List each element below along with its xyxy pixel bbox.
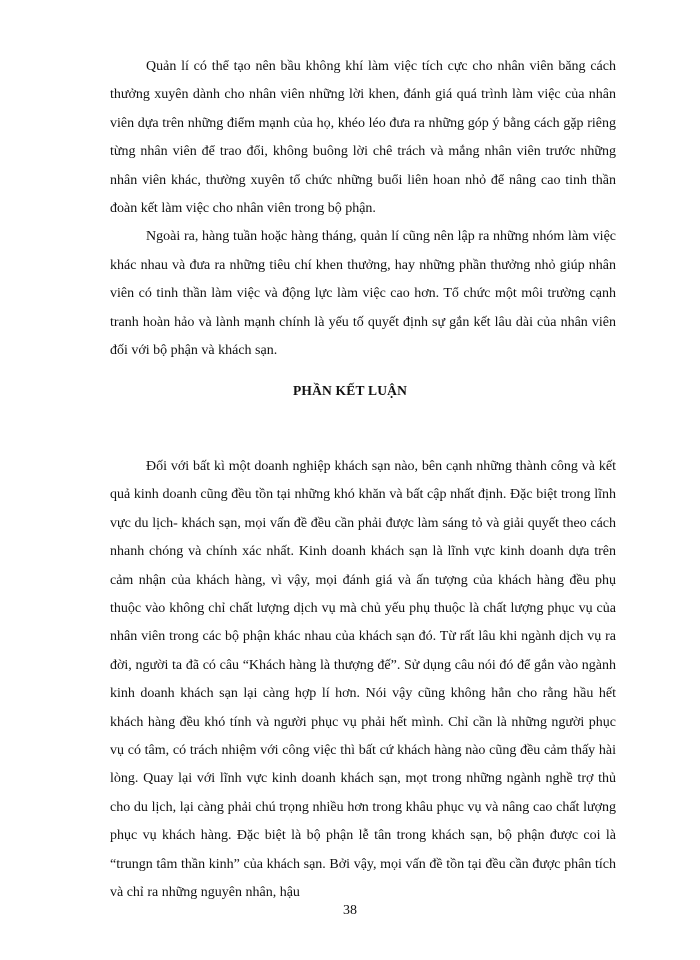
paragraph-2: Ngoài ra, hàng tuần hoặc hàng tháng, quản lí cũng nên lập ra những nhóm làm việc khác nhau và đưa ra những tiêu chí khen thưởng, hay những phần thưởng nhỏ giúp nhân viên có tinh thần làm việc và động lực làm việc cao hơn. Tổ chức một môi trường cạnh tranh hoàn hảo và lành mạnh chính là yếu tố quyết định sự gắn kết lâu dài của nhân viên đối với bộ phận và khách sạn.: [110, 229, 616, 359]
page-number: 38: [343, 903, 357, 918]
paragraph-3: Đối với bất kì một doanh nghiệp khách sạn nào, bên cạnh những thành công và kết quả kinh doanh cũng đều tồn tại những khó khăn và bất cập nhất định. Đặc biệt trong lĩnh vực du lịch- khách sạn, mọi vấn đề đều cần phải được làm sáng tỏ và giải quyết theo cách nhanh chóng và chính xác nhất. Kinh doanh khách sạn là lĩnh vực kinh doanh dựa trên cảm nhận của khách hàng, vì vậy, mọi đánh giá và ấn tượng của khách hàng đều phụ thuộc vào không chỉ chất lượng dịch vụ mà chủ yếu phụ thuộc là chất lượng phục vụ của nhân viên trong các bộ phận khác nhau của khách sạn đó. Từ rất lâu khi ngành dịch vụ ra đời, người ta đã có câu “Khách hàng là thượng đế”. Sử dụng câu nói đó để gắn vào ngành kinh doanh khách sạn lại càng hợp lí hơn. Nói vậy cũng không hẳn cho rằng hầu hết khách hàng đều khó tính và người phục vụ phải hết mình. Chỉ cần là những người phục vụ có tâm, có trách nhiệm với công việc thì bất cứ khách hàng nào cũng đều cảm thấy hài lòng. Quay lại với lĩnh vực kinh doanh khách sạn, mọt trong những ngành nghề trợ thủ cho du lịch, lại càng phải chú trọng nhiều hơn trong khâu phục vụ và nâng cao chất lượng phục vụ khách hàng. Đặc biệt là bộ phận lễ tân trong khách sạn, bộ phận được coi là “trungn tâm thần kinh” của khách sạn. Bởi vậy, mọi vấn đề tồn tại đều cần được phân tích và chỉ ra những nguyên nhân, hậu: [110, 459, 616, 901]
paragraph-1: Quản lí có thể tạo nên bầu không khí làm việc tích cực cho nhân viên băng cách thưởng xuyên dành cho nhân viên những lời khen, đánh giá quá trình làm việc của nhân viên dựa trên những điểm mạnh của họ, khéo léo đưa ra những góp ý bằng cách gặp riêng từng nhân viên để trao đổi, không buông lời chê trách và mắng nhân viên trước những nhân viên khác, thường xuyên tổ chức những buổi liên hoan nhỏ để nâng cao tinh thần đoàn kết làm việc cho nhân viên trong bộ phận.: [110, 59, 616, 217]
text-block-top: [110, 53, 616, 365]
text-block-bottom: [110, 453, 616, 908]
section-heading: PHẦN KẾT LUẬN: [292, 383, 408, 398]
